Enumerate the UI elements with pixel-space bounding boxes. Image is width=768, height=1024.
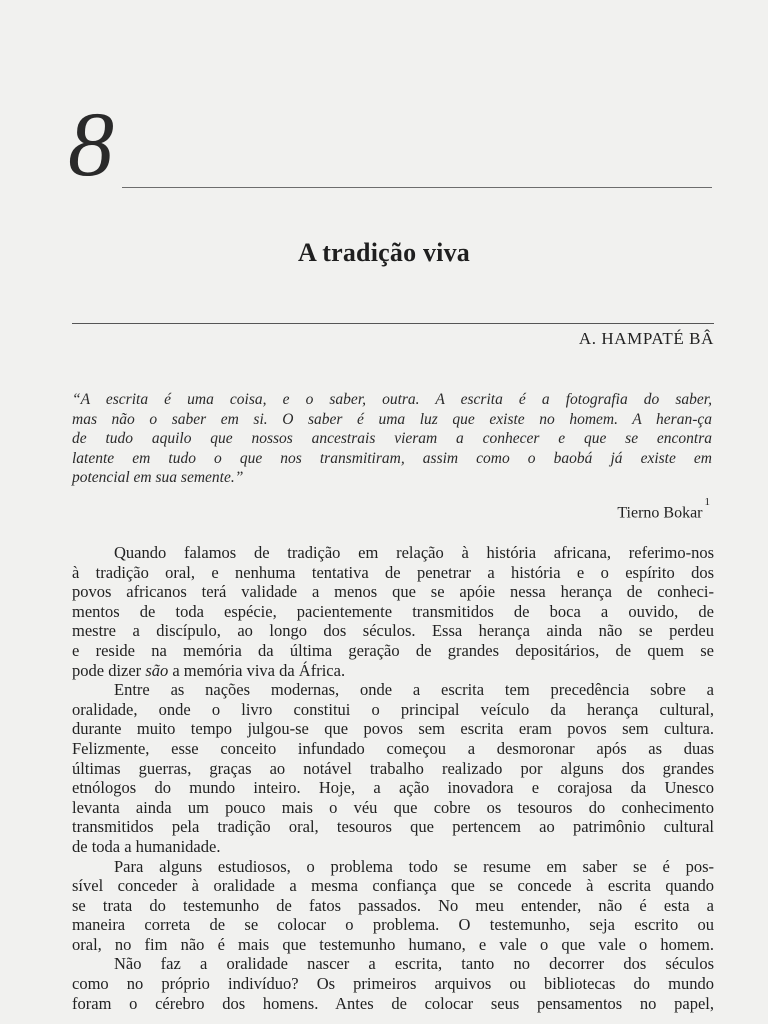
body-line: oral, no fim não é mais que testemunho humano, e vale o que vale o homem. (72, 934, 714, 954)
body-line: foram o cérebro dos homens. Antes de colocar seus pensamentos no papel, (72, 993, 714, 1013)
body-line: mestre a discípulo, ao longo dos séculos. Essa herança ainda não se perdeu (72, 621, 714, 641)
body-line: Felizmente, esse conceito infundado começou a desmoronar após as duas (72, 738, 714, 758)
body-line: de toda a humanidade. (72, 836, 221, 856)
body-line: sível conceder à oralidade a mesma confiança que se concede à escrita quando (72, 876, 714, 896)
chapter-title: A tradição viva (298, 238, 470, 267)
emphasis-word: são (145, 660, 169, 680)
body-line: Quando falamos de tradição em relação à história africana, referimo-nos (114, 543, 714, 562)
epigraph-line: de tudo aquilo que nossos ancestrais vieram a conhecer e que se encontra (72, 430, 712, 447)
body-line: e reside na memória da última geração de grandes depositários, de quem se (72, 640, 714, 660)
epigraph-line: mas não o saber em si. O saber é uma luz que existe no homem. A heran-ça (72, 410, 712, 428)
body-line: à tradição oral, e nenhuma tentativa de penetrar a história e o espírito dos (72, 562, 714, 582)
body-line: etnólogos do mundo inteiro. Hoje, a ação inovadora e corajosa da Unesco (72, 778, 714, 798)
chapter-rule (122, 187, 712, 188)
epigraph-source-name: Tierno Bokar (617, 504, 703, 522)
title-rule (72, 323, 714, 324)
body-text (72, 543, 714, 1013)
chapter-author: A. HAMPATÉ BÂ (578, 329, 714, 348)
body-line: se trata do testemunho de fatos passados. No meu entender, não é esta a (72, 895, 714, 915)
body-line: povos africanos terá validade a menos que se apóie nessa herança de conheci- (72, 582, 714, 602)
body-line: maneira correta de se colocar o problema. O testemunho, seja escrito ou (72, 915, 714, 935)
body-line: Não faz a oralidade nascer a escrita, tanto no decorrer dos séculos (114, 954, 714, 974)
body-text-run: a memória viva da África. (168, 660, 346, 680)
epigraph-quote (72, 390, 712, 488)
body-text-run: pode dizer (72, 660, 146, 680)
body-line: Para alguns estudiosos, o problema todo se resume em saber se é pos- (114, 856, 714, 876)
body-line (72, 661, 714, 681)
chapter-number: 8 (68, 93, 114, 195)
body-line: levanta ainda um pouco mais o véu que cobre os tesouros do conhecimento (72, 797, 714, 817)
epigraph-line: potencial em sua semente.” (72, 469, 244, 486)
footnote-marker[interactable]: 1 (704, 496, 710, 508)
body-line: oralidade, onde o livro constitui o principal veículo da herança cultural, (72, 699, 714, 719)
body-line: últimas guerras, graças ao notável trabalho realizado por alguns dos grandes (72, 758, 714, 778)
body-line: mentos de toda espécie, pacientemente transmitidos de boca a ouvido, de (72, 601, 714, 621)
body-line: transmitidos pela tradição oral, tesouros que pertencem ao patrimônio cultural (72, 817, 714, 837)
body-line: Entre as nações modernas, onde a escrita tem precedência sobre a (114, 680, 714, 700)
epigraph-line: “A escrita é uma coisa, e o saber, outra. A escrita é a fotografia do saber, (72, 391, 712, 408)
epigraph-source (617, 496, 710, 522)
epigraph-line: latente em tudo o que nos transmitiram, assim como o baobá já existe em (72, 449, 712, 467)
body-line: durante muito tempo julgou-se que povos sem escrita eram povos sem cultura. (72, 719, 714, 739)
body-line: como no próprio indivíduo? Os primeiros arquivos ou bibliotecas do mundo (72, 974, 714, 994)
